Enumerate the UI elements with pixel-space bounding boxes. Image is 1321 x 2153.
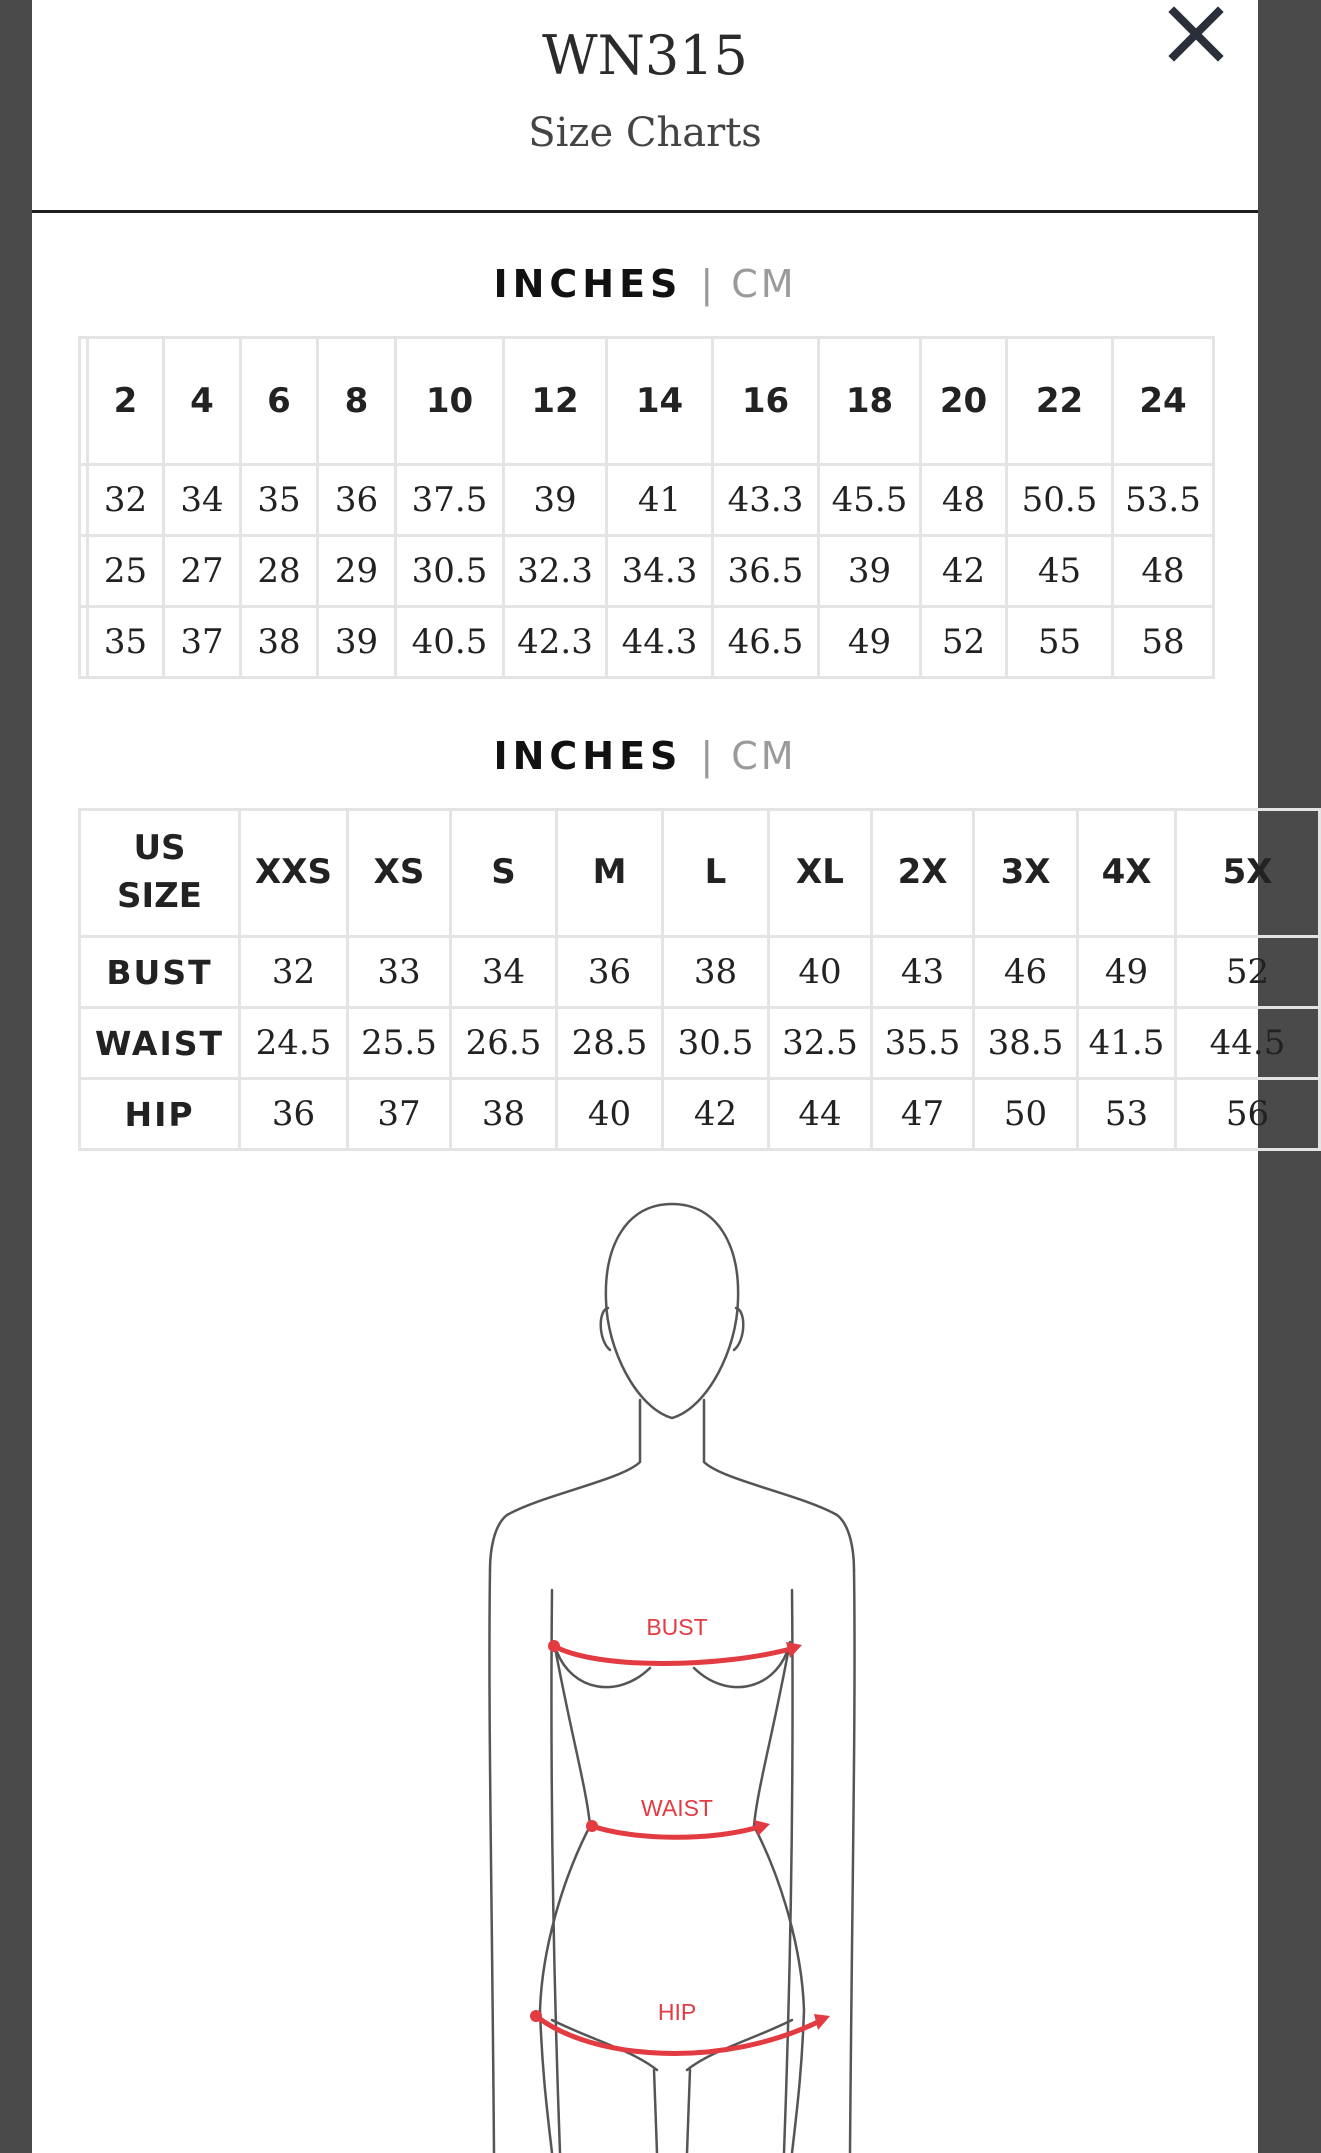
table-cell: 38: [663, 937, 769, 1008]
row-label-cell: HIP: [80, 1079, 240, 1150]
inches-tab[interactable]: INCHES: [493, 734, 683, 778]
table-cell: 32.5: [769, 1008, 872, 1079]
size-header-cell: 8: [318, 338, 396, 465]
table-cell: 25.5: [348, 1008, 451, 1079]
table-cell: 49: [819, 607, 921, 678]
table-cell: 37: [348, 1079, 451, 1150]
waist-label: WAIST: [641, 1795, 713, 1821]
size-header-cell: 24: [1113, 338, 1214, 465]
table-cell: 34.3: [607, 536, 713, 607]
table-cell: 27: [164, 536, 241, 607]
table-cell: 40.5: [396, 607, 504, 678]
table-cell: 39: [318, 607, 396, 678]
table-cell: 44.3: [607, 607, 713, 678]
size-header-cell: 4: [164, 338, 241, 465]
table-cell: 36.5: [713, 536, 819, 607]
table-cell: 25: [88, 536, 164, 607]
size-header-cell: S: [451, 810, 557, 937]
table-cell: 36: [557, 937, 663, 1008]
size-header-cell: XXS: [240, 810, 348, 937]
modal-header: [32, 0, 1258, 213]
table-cell: 45.5: [819, 465, 921, 536]
table-cell: 46: [974, 937, 1078, 1008]
table-cell: 34: [451, 937, 557, 1008]
table-cell: 41.5: [1078, 1008, 1176, 1079]
table-cell: 38: [451, 1079, 557, 1150]
size-header-cell: 4X: [1078, 810, 1176, 937]
table-cell: 36: [318, 465, 396, 536]
table-row: [80, 607, 1214, 678]
size-header-cell: 20: [921, 338, 1007, 465]
size-header-cell: L: [663, 810, 769, 937]
table-cell: 24.5: [240, 1008, 348, 1079]
table-cell: 43.3: [713, 465, 819, 536]
waist-line: [592, 1826, 762, 1837]
table-cell: 47: [872, 1079, 974, 1150]
size-header-cell: 12: [504, 338, 607, 465]
table-row: [80, 937, 1320, 1008]
size-header-cell: 14: [607, 338, 713, 465]
table-cell: 40: [769, 937, 872, 1008]
close-icon: [1164, 2, 1228, 66]
table-row: [80, 465, 1214, 536]
table-cell: 38: [241, 607, 318, 678]
table-row: [80, 1008, 1320, 1079]
table-edge-cell: [80, 465, 88, 536]
table-cell: 50.5: [1007, 465, 1113, 536]
table-cell: 50: [974, 1079, 1078, 1150]
unit-separator: |: [700, 734, 714, 778]
bust-line: [554, 1646, 794, 1664]
table-cell: 48: [1113, 536, 1214, 607]
table-cell: 26.5: [451, 1008, 557, 1079]
table-cell: 37.5: [396, 465, 504, 536]
table-row: [80, 536, 1214, 607]
modal-subtitle: Size Charts: [528, 110, 762, 156]
table-cell: 49: [1078, 937, 1176, 1008]
table-cell: 35.5: [872, 1008, 974, 1079]
size-header-cell: 3X: [974, 810, 1078, 937]
table-row: [80, 1079, 1320, 1150]
figure-head: [606, 1204, 738, 1418]
table-cell: 35: [241, 465, 318, 536]
us-size-header: US SIZE: [80, 810, 240, 937]
size-header-cell: 10: [396, 338, 504, 465]
table-cell: 35: [88, 607, 164, 678]
table-cell: 32: [88, 465, 164, 536]
table-cell: 52: [1176, 937, 1320, 1008]
close-button[interactable]: [1164, 2, 1228, 66]
table-cell: 39: [504, 465, 607, 536]
size-header-cell: M: [557, 810, 663, 937]
cm-tab[interactable]: CM: [731, 262, 797, 306]
size-table-letter: [78, 808, 1321, 1151]
table-header-row: [80, 810, 1320, 937]
table-cell: 58: [1113, 607, 1214, 678]
size-header-cell: 2: [88, 338, 164, 465]
size-header-cell: 2X: [872, 810, 974, 937]
size-header-cell: 16: [713, 338, 819, 465]
table-cell: 37: [164, 607, 241, 678]
row-label-cell: WAIST: [80, 1008, 240, 1079]
product-code: WN315: [542, 24, 748, 87]
size-table-letter-wrap: [78, 808, 1286, 1151]
table-cell: 55: [1007, 607, 1113, 678]
table-edge-cell: [80, 338, 88, 465]
table-cell: 52: [921, 607, 1007, 678]
table-cell: 33: [348, 937, 451, 1008]
table-cell: 53.5: [1113, 465, 1214, 536]
table-cell: 44.5: [1176, 1008, 1320, 1079]
table-cell: 53: [1078, 1079, 1176, 1150]
table-cell: 39: [819, 536, 921, 607]
table-cell: 38.5: [974, 1008, 1078, 1079]
table-cell: 44: [769, 1079, 872, 1150]
table-cell: 32.3: [504, 536, 607, 607]
size-header-cell: 22: [1007, 338, 1113, 465]
hip-label: HIP: [657, 1999, 697, 2025]
table-cell: 32: [240, 937, 348, 1008]
table-cell: 30.5: [396, 536, 504, 607]
table-header-row: [80, 338, 1214, 465]
size-header-cell: 5X: [1176, 810, 1320, 937]
cm-tab[interactable]: CM: [731, 734, 797, 778]
table-cell: 42: [663, 1079, 769, 1150]
table-cell: 41: [607, 465, 713, 536]
size-header-cell: 6: [241, 338, 318, 465]
inches-tab[interactable]: INCHES: [493, 262, 683, 306]
unit-separator: |: [700, 262, 714, 306]
table-cell: 40: [557, 1079, 663, 1150]
table-cell: 30.5: [663, 1008, 769, 1079]
unit-toggle-bottom: [32, 734, 1258, 778]
table-cell: 29: [318, 536, 396, 607]
body-measurement-figure: [422, 1190, 922, 2153]
size-header-cell: XL: [769, 810, 872, 937]
size-table-numeric: [78, 336, 1215, 679]
table-cell: 48: [921, 465, 1007, 536]
table-edge-cell: [80, 536, 88, 607]
size-chart-modal: [32, 0, 1286, 2153]
table-cell: 43: [872, 937, 974, 1008]
table-cell: 42.3: [504, 607, 607, 678]
row-label-cell: BUST: [80, 937, 240, 1008]
table-cell: 46.5: [713, 607, 819, 678]
size-header-cell: 18: [819, 338, 921, 465]
table-cell: 28: [241, 536, 318, 607]
table-cell: 36: [240, 1079, 348, 1150]
table-cell: 45: [1007, 536, 1113, 607]
size-header-cell: XS: [348, 810, 451, 937]
table-cell: 42: [921, 536, 1007, 607]
size-table-numeric-wrap: [78, 336, 1248, 679]
table-edge-cell: [80, 607, 88, 678]
table-cell: 28.5: [557, 1008, 663, 1079]
table-cell: 34: [164, 465, 241, 536]
table-cell: 56: [1176, 1079, 1320, 1150]
unit-toggle-top: [32, 262, 1258, 306]
bust-label: BUST: [646, 1614, 708, 1640]
